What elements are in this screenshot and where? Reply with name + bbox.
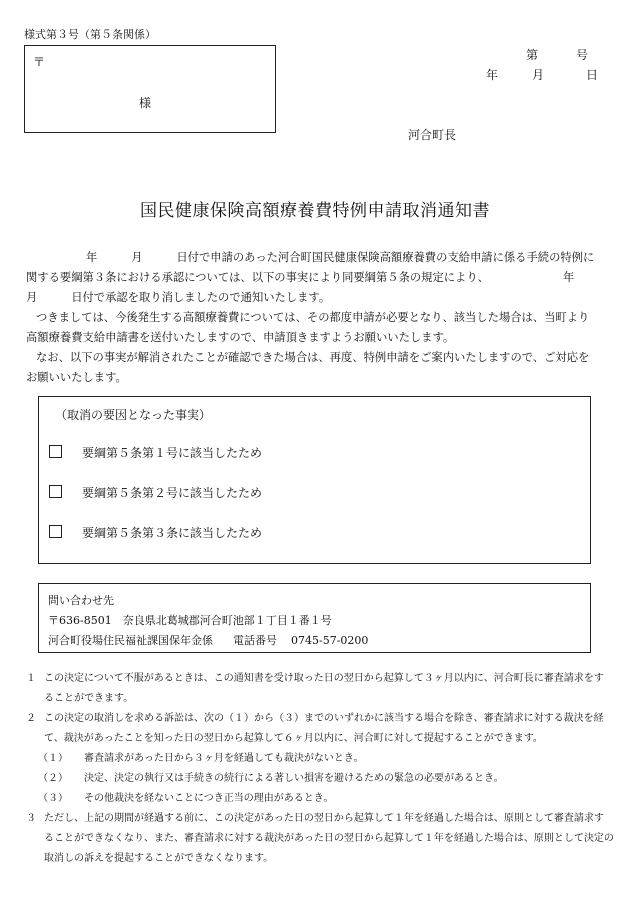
- day-label: 日: [586, 68, 599, 82]
- reason-item: [49, 484, 262, 501]
- reason-2-checkbox[interactable]: [49, 485, 62, 498]
- body-p1-line2: 関する要綱第３条における承認については、以下の事実により同要綱第５条の規定により、: [26, 271, 489, 284]
- body-p2-line2: 高額療養費支給申請書を送付いたしますので、申請頂きますようお願いいたします。: [26, 331, 455, 344]
- phone-number: 0745-57-0200: [291, 634, 369, 647]
- sub-1-number: （１）: [38, 753, 68, 764]
- contact-department: 河合町役場住民福祉課国保年金係: [48, 634, 213, 647]
- note-3-line1: ただし、上記の期間が経過する前に、この決定があった日の翌日から起算して１年を経過した場合は、原則として審査請求す: [44, 813, 604, 824]
- doc-number-prefix: 第: [526, 48, 539, 62]
- contact-address: 〒636-8501 奈良県北葛城郡河合町池部１丁目１番１号: [48, 614, 332, 627]
- contact-dept-phone: [48, 632, 368, 648]
- reason-1-label: 要綱第５条第１号に該当したため: [82, 446, 263, 460]
- doc-number-suffix: 号: [576, 48, 589, 62]
- sub-2-text: 決定、決定の執行又は手続きの続行による著しい損害を避けるための緊急の必要があるとき。: [84, 773, 504, 784]
- year-label: 年: [486, 68, 499, 82]
- reason-3-checkbox[interactable]: [49, 525, 62, 538]
- month-label: 月: [532, 68, 545, 82]
- note-2-number: ２: [26, 713, 36, 724]
- body-p1-line2-year: 年: [563, 271, 575, 284]
- note-2-line2: て、裁決があったことを知った日の翌日から起算して６ヶ月以内に、河合町に対して提起することができます。: [44, 733, 543, 744]
- note-1-line2: ることができます。: [44, 693, 134, 704]
- reasons-heading: （取消の要因となった事実）: [55, 408, 212, 422]
- issuer-name: 河合町長: [408, 128, 457, 142]
- document-number: [526, 46, 588, 63]
- note-1-line1: この決定について不服があるときは、この通知書を受け取った日の翌日から起算して３ヶ月以内に、河合町長に審査請求をす: [44, 673, 604, 684]
- recipient-address-box: [24, 45, 276, 133]
- reason-1-checkbox[interactable]: [49, 445, 62, 458]
- document-title: 国民健康保険高額療養費特例申請取消通知書: [140, 201, 490, 221]
- sub-3-number: （３）: [38, 793, 68, 804]
- recipient-honorific: 様: [139, 96, 152, 110]
- note-2-line1: この決定の取消しを求める訴訟は、次の（１）から（３）までのいずれかに該当する場合を除き、審査請求に対する裁決を経: [44, 713, 604, 724]
- body-p1-line3: 月 日付で承認を取り消しましたので通知いたします。: [26, 291, 331, 304]
- sub-1-text: 審査請求があった日から３ヶ月を経過しても裁決がないとき。: [84, 753, 364, 764]
- phone-label: 電話番号: [233, 634, 277, 647]
- body-p3-line1: なお、以下の事実が解消されたことが確認できた場合は、再度、特例申請をご案内いたしますので、ご対応を: [36, 351, 590, 364]
- sub-2-number: （２）: [38, 773, 68, 784]
- body-p2-line1: つきましては、今後発生する高額療養費については、その都度申請が必要となり、該当した場合は、当町より: [36, 311, 590, 324]
- reason-item: [49, 524, 262, 541]
- note-3-line2: ることができなくなり、また、審査請求に対する裁決があった日の翌日から起算して１年を経過した場合は、原則として決定の: [44, 833, 614, 844]
- issue-date: [486, 66, 598, 83]
- revocation-reasons-box: [38, 396, 591, 564]
- contact-label: 問い合わせ先: [48, 594, 114, 607]
- postal-mark: 〒: [33, 55, 46, 69]
- body-p1-line1: 年 月 日付で申請のあった河合町国民健康保険高額療養費の支給申請に係る手続の特例に: [86, 251, 595, 264]
- note-1-number: １: [26, 673, 36, 684]
- body-p3-line2: お願いいたします。: [26, 371, 127, 384]
- reason-2-label: 要綱第５条第２号に該当したため: [82, 486, 263, 500]
- contact-box: [38, 583, 591, 653]
- sub-3-text: その他裁決を経ないことにつき正当の理由があるとき。: [84, 793, 334, 804]
- note-3-line3: 取消しの訴えを提起することができなくなります。: [44, 853, 274, 864]
- reason-item: [49, 444, 262, 461]
- form-number: 様式第３号（第５条関係）: [24, 28, 156, 41]
- note-3-number: ３: [26, 813, 36, 824]
- reason-3-label: 要綱第５条第３条に該当したため: [82, 526, 263, 540]
